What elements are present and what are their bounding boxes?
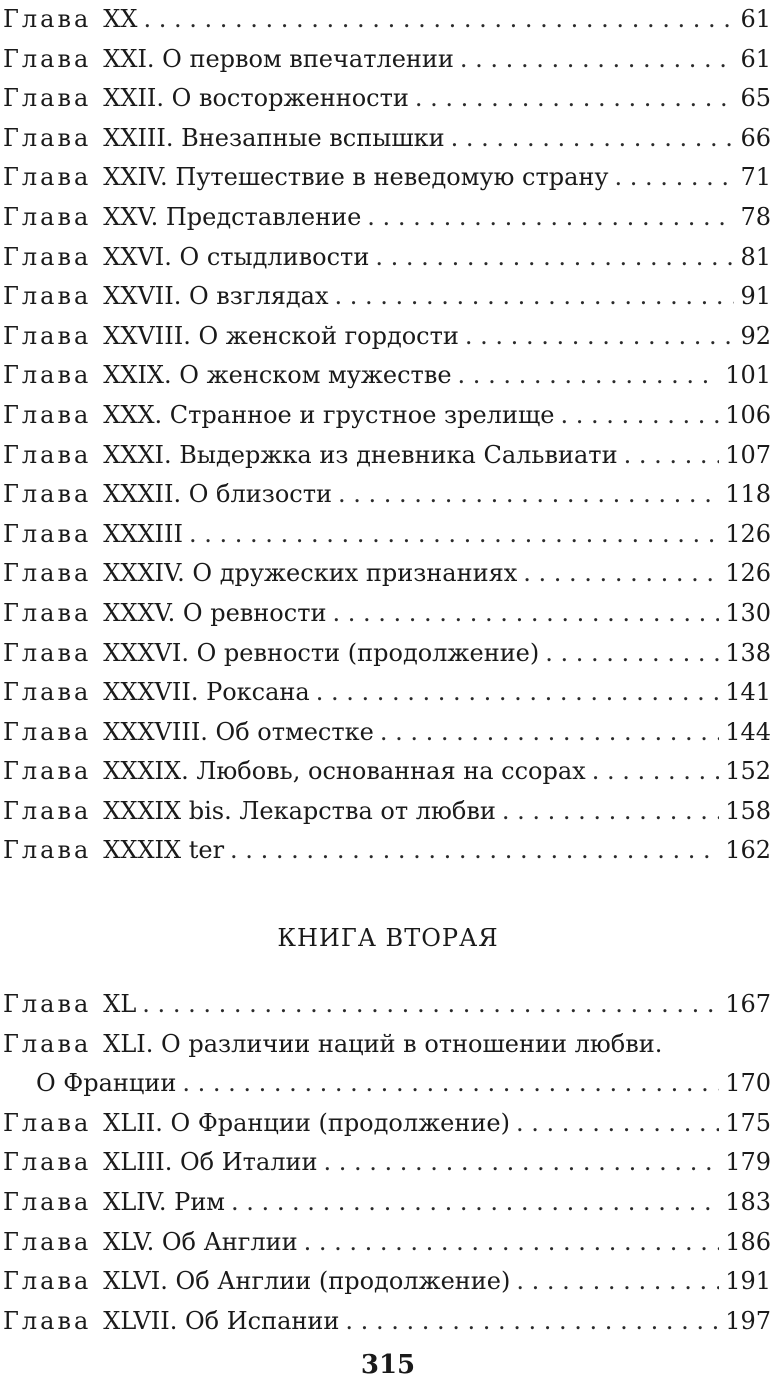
- toc-entry-label: [3, 831, 224, 871]
- chapter-page-number: 78: [740, 202, 771, 231]
- chapter-title: XLVII. Об Испании: [103, 1306, 340, 1335]
- dot-leader: [231, 1183, 719, 1223]
- chapter-title: XXV. Представление: [103, 202, 362, 231]
- toc-entry[interactable]: [3, 79, 771, 119]
- chapter-page-number: 81: [740, 242, 771, 271]
- chapter-page-number: 106: [725, 400, 771, 429]
- dot-leader: [545, 634, 719, 674]
- toc-entry-label: [3, 356, 452, 396]
- toc-entry-label: [3, 752, 586, 792]
- toc-entry-label: [3, 198, 361, 238]
- dot-leader: [516, 1262, 719, 1302]
- chapter-word: Глава: [3, 990, 92, 1018]
- chapter-word: Глава: [3, 361, 92, 390]
- dot-leader: [304, 1223, 720, 1263]
- chapter-word: Глава: [3, 440, 92, 469]
- toc-entry[interactable]: [3, 673, 771, 713]
- chapter-word: Глава: [3, 480, 92, 509]
- chapter-page-number: 92: [740, 321, 771, 350]
- chapter-title: XLI. О различии наций в отношении любви.: [103, 1029, 663, 1058]
- toc-entry-label: [3, 1025, 662, 1065]
- chapter-page-number: 101: [725, 361, 771, 390]
- dot-leader: [316, 673, 719, 713]
- chapter-word: Глава: [3, 163, 92, 192]
- toc-entry-label: [3, 158, 609, 198]
- chapter-word: Глава: [3, 796, 92, 825]
- dot-leader: [465, 317, 735, 357]
- chapter-word: Глава: [3, 1187, 92, 1216]
- toc-entry[interactable]: [3, 40, 771, 80]
- chapter-title: XXXVI. О ревности (продолжение): [103, 638, 540, 667]
- toc-entry-label: [3, 40, 454, 80]
- page-number: 315: [360, 1350, 416, 1380]
- chapter-page-number: 197: [725, 1306, 771, 1335]
- chapter-word: Глава: [3, 202, 92, 231]
- chapter-title: XXI. О первом впечатлении: [103, 44, 454, 73]
- toc-entry-label: [3, 277, 328, 317]
- toc-entry-label: [3, 436, 618, 476]
- toc-entry[interactable]: [3, 515, 771, 555]
- dot-leader: [142, 985, 719, 1025]
- dot-leader: [523, 554, 719, 594]
- dot-leader: [458, 356, 720, 396]
- chapter-page-number: 183: [725, 1187, 771, 1216]
- toc-entry[interactable]: [3, 713, 771, 753]
- chapter-title: XXXII. О близости: [103, 480, 332, 509]
- chapter-page-number: 71: [740, 163, 771, 192]
- toc-entry-label: [3, 634, 539, 674]
- chapter-word: Глава: [3, 5, 92, 33]
- toc-entry[interactable]: [3, 1223, 771, 1263]
- chapter-word: Глава: [3, 1306, 92, 1335]
- toc-entry-label: [3, 673, 310, 713]
- chapter-word: Глава: [3, 836, 92, 865]
- chapter-title: XLIII. Об Италии: [103, 1148, 318, 1177]
- dot-leader: [332, 594, 719, 634]
- chapter-title: XXXIX. Любовь, основанная на ссорах: [103, 757, 586, 786]
- toc-entry-label: [3, 0, 137, 40]
- chapter-page-number: 191: [725, 1267, 771, 1296]
- toc-entry[interactable]: [3, 475, 771, 515]
- chapter-word: Глава: [3, 1227, 92, 1256]
- chapter-page-number: 130: [725, 598, 771, 627]
- dot-leader: [516, 1104, 719, 1144]
- chapter-title: XXXV. О ревности: [103, 598, 327, 627]
- chapter-page-number: 186: [725, 1227, 771, 1256]
- dot-leader: [415, 79, 735, 119]
- toc-entry[interactable]: [3, 554, 771, 594]
- chapter-page-number: 158: [725, 796, 771, 825]
- toc-entry[interactable]: [3, 0, 771, 40]
- dot-leader: [324, 1143, 720, 1183]
- chapter-title: XXXIV. О дружеских признаниях: [103, 559, 518, 588]
- dot-leader: [624, 436, 720, 476]
- toc-entry[interactable]: [3, 198, 771, 238]
- chapter-page-number: 144: [725, 717, 771, 746]
- chapter-word: Глава: [3, 559, 92, 588]
- toc-entry[interactable]: [3, 1302, 771, 1342]
- toc-entry[interactable]: [3, 317, 771, 357]
- chapter-title: XXXIX bis. Лекарства от любви: [103, 796, 496, 825]
- chapter-word: Глава: [3, 598, 92, 627]
- chapter-page-number: 126: [725, 519, 771, 548]
- chapter-title: XXXI. Выдержка из дневника Сальвиати: [103, 440, 618, 469]
- section-heading-book-two: КНИГА ВТОРАЯ: [277, 924, 499, 952]
- dot-leader: [367, 198, 734, 238]
- chapter-title: XXXVII. Роксана: [103, 678, 310, 707]
- chapter-title: XXVIII. О женской гордости: [103, 321, 459, 350]
- toc-entry-label: [3, 119, 445, 159]
- chapter-page-number: 162: [725, 836, 771, 865]
- chapter-page-number: 61: [740, 5, 771, 33]
- chapter-word: Глава: [3, 321, 92, 350]
- toc-entry-label: [3, 475, 332, 515]
- chapter-page-number: 66: [740, 123, 771, 152]
- chapter-page-number: 167: [725, 990, 771, 1018]
- toc-entry-label: [3, 396, 554, 436]
- chapter-title: XXII. О восторженности: [103, 84, 409, 113]
- chapter-title: XLV. Об Англии: [103, 1227, 298, 1256]
- chapter-word: Глава: [3, 400, 92, 429]
- toc-entry[interactable]: [3, 119, 771, 159]
- toc-entry[interactable]: [3, 436, 771, 476]
- chapter-title: XXVI. О стыдливости: [103, 242, 370, 271]
- chapter-title: XLVI. Об Англии (продолжение): [103, 1267, 511, 1296]
- toc-entry-label: [3, 985, 136, 1025]
- dot-leader: [338, 475, 719, 515]
- toc-entry[interactable]: [3, 831, 771, 871]
- chapter-word: Глава: [3, 638, 92, 667]
- toc-entry[interactable]: [3, 985, 771, 1025]
- toc-entry-label: [3, 1143, 318, 1183]
- toc-entry[interactable]: [3, 752, 771, 792]
- chapter-title: XXIV. Путешествие в неведомую страну: [103, 163, 609, 192]
- chapter-title: XXX. Странное и грустное зрелище: [103, 400, 555, 429]
- toc-entry-label: [3, 1183, 225, 1223]
- chapter-page-number: 170: [725, 1069, 771, 1098]
- chapter-title-continuation: О Франции: [36, 1069, 177, 1098]
- toc-entry-label: [3, 1262, 510, 1302]
- toc-entry-label: [3, 515, 183, 555]
- toc-entry-label: [3, 792, 496, 832]
- chapter-page-number: 141: [725, 678, 771, 707]
- toc-entry-label: [3, 79, 409, 119]
- chapter-page-number: 107: [725, 440, 771, 469]
- dot-leader: [615, 158, 735, 198]
- toc-entry[interactable]: [3, 1183, 771, 1223]
- toc-entry[interactable]: [3, 277, 771, 317]
- chapter-page-number: 91: [740, 282, 771, 311]
- chapter-title: XXVII. О взглядах: [103, 282, 329, 311]
- chapter-title: XX: [103, 5, 138, 33]
- toc-entry[interactable]: [3, 1262, 771, 1302]
- chapter-title: XLII. О Франции (продолжение): [103, 1108, 510, 1137]
- chapter-title: XXXIX ter: [103, 836, 225, 865]
- toc-entry[interactable]: [3, 634, 771, 674]
- chapter-title: XXIII. Внезапные вспышки: [103, 123, 445, 152]
- chapter-word: Глава: [3, 1267, 92, 1296]
- toc-book-two: [3, 985, 771, 1341]
- dot-leader: [502, 792, 719, 832]
- dot-leader: [143, 0, 734, 40]
- toc-entry-label: [3, 713, 374, 753]
- toc-book-one: [3, 0, 771, 871]
- toc-entry[interactable]: [3, 396, 771, 436]
- chapter-word: Глава: [3, 757, 92, 786]
- dot-leader: [334, 277, 734, 317]
- toc-entry-label: [3, 554, 517, 594]
- toc-entry-label: [3, 1223, 298, 1263]
- toc-entry-label: [3, 1104, 510, 1144]
- dot-leader: [189, 515, 719, 555]
- dot-leader: [451, 119, 735, 159]
- chapter-word: Глава: [3, 1108, 92, 1137]
- chapter-page-number: 126: [725, 559, 771, 588]
- chapter-page-number: 179: [725, 1148, 771, 1177]
- toc-entry[interactable]: [3, 158, 771, 198]
- chapter-word: Глава: [3, 84, 92, 113]
- chapter-title: XXXIII: [103, 519, 183, 548]
- toc-entry[interactable]: [3, 792, 771, 832]
- chapter-page-number: 65: [740, 84, 771, 113]
- toc-entry[interactable]: [3, 356, 771, 396]
- dot-leader: [460, 40, 735, 80]
- chapter-word: Глава: [3, 717, 92, 746]
- toc-entry[interactable]: [3, 238, 771, 278]
- chapter-page-number: 175: [725, 1108, 771, 1137]
- chapter-word: Глава: [3, 282, 92, 311]
- dot-leader: [560, 396, 719, 436]
- chapter-word: Глава: [3, 123, 92, 152]
- toc-entry[interactable]: [3, 1025, 771, 1065]
- dot-leader: [592, 752, 719, 792]
- toc-entry[interactable]: [3, 1104, 771, 1144]
- chapter-page-number: 61: [740, 44, 771, 73]
- dot-leader: [230, 831, 719, 871]
- toc-entry[interactable]: [3, 594, 771, 634]
- chapter-word: Глава: [3, 44, 92, 73]
- toc-entry-label: [3, 238, 369, 278]
- chapter-word: Глава: [3, 1029, 92, 1058]
- toc-entry-label: [3, 1302, 339, 1342]
- dot-leader: [345, 1302, 719, 1342]
- dot-leader: [182, 1064, 719, 1104]
- chapter-word: Глава: [3, 519, 92, 548]
- toc-entry[interactable]: [3, 1143, 771, 1183]
- chapter-page-number: 118: [725, 480, 771, 509]
- chapter-word: Глава: [3, 1148, 92, 1177]
- chapter-title: XXIX. О женском мужестве: [103, 361, 452, 390]
- chapter-title: XXXVIII. Об отместке: [103, 717, 374, 746]
- dot-leader: [380, 713, 719, 753]
- chapter-word: Глава: [3, 242, 92, 271]
- chapter-title: XLIV. Рим: [103, 1187, 225, 1216]
- chapter-page-number: 152: [725, 757, 771, 786]
- chapter-word: Глава: [3, 678, 92, 707]
- toc-entry-label: [3, 594, 326, 634]
- toc-entry-continuation[interactable]: [3, 1064, 771, 1104]
- chapter-title: XL: [103, 990, 137, 1018]
- chapter-page-number: 138: [725, 638, 771, 667]
- dot-leader: [375, 238, 734, 278]
- toc-entry-label: [3, 317, 459, 357]
